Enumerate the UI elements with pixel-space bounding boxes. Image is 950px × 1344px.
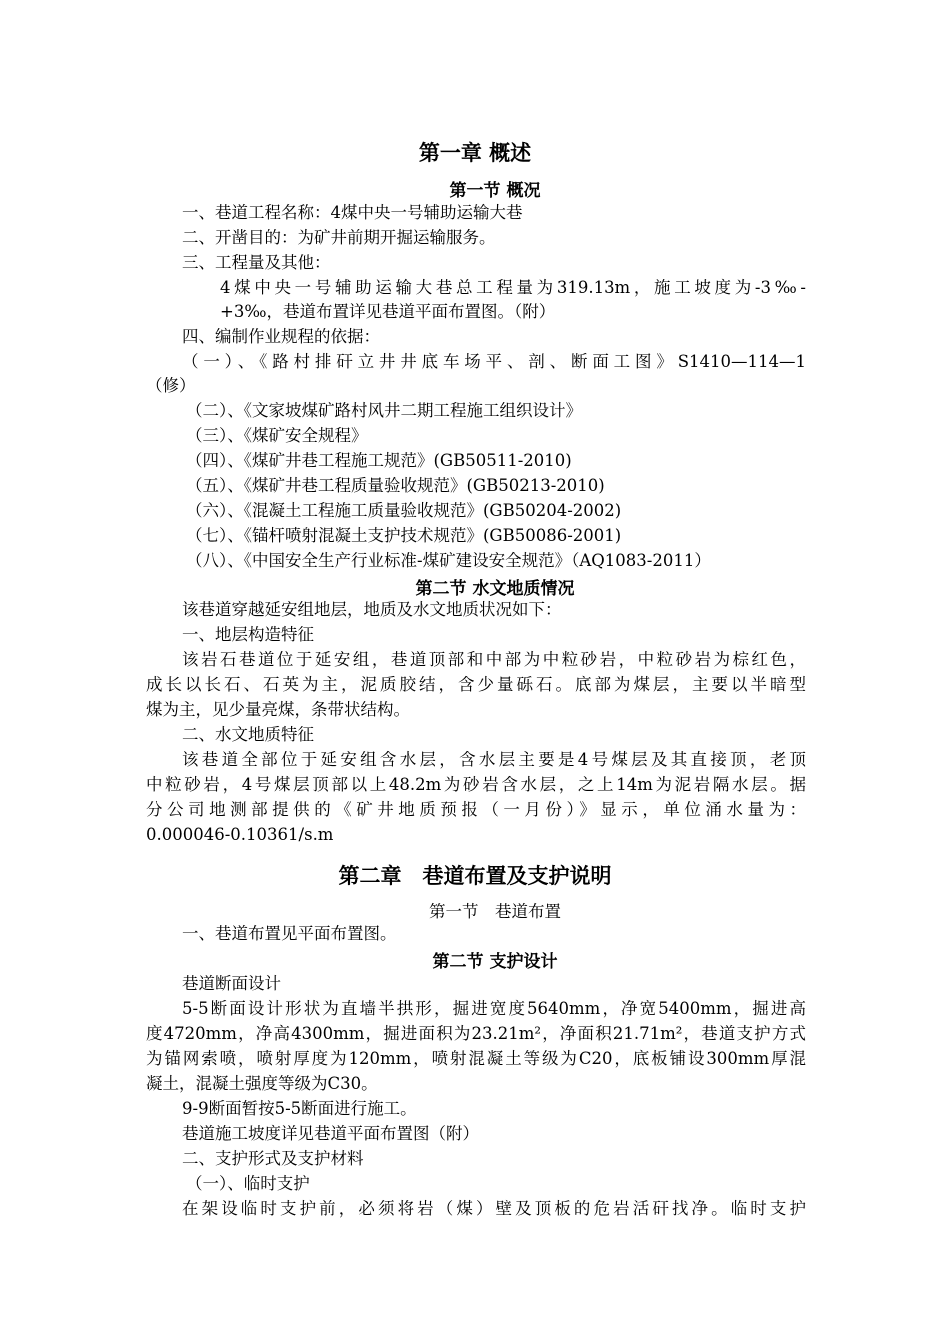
paragraph-line: 该岩石巷道位于延安组，巷道顶部和中部为中粒砂岩，中粒砂岩为棕红色， [182,650,806,669]
paragraph-line: 9-9断面暂按5-5断面进行施工。 [182,1099,417,1118]
section-1-2-title: 第二节 水文地质情况 [415,579,575,599]
paragraph-line: 在架设临时支护前，必须将岩（煤）壁及顶板的危岩活矸找净。临时支护 [182,1199,806,1218]
paragraph-line: 一、巷道布置见平面布置图。 [182,924,397,943]
paragraph-line: （一）、《路村排矸立井井底车场平、剖、断面工图》S1410—114—1 [182,352,806,371]
paragraph-line: 度4720mm，净高4300mm，掘进面积为23.21m²，净面积21.71m²，巷道支护方式 [146,1024,806,1043]
paragraph-line: 0.000046-0.10361/s.m [146,825,334,844]
paragraph-line: 二、支护形式及支护材料 [182,1149,364,1168]
paragraph-line: 该巷道穿越延安组地层，地质及水文地质状况如下： [182,600,562,619]
paragraph-line: 四、编制作业规程的依据： [182,327,380,346]
paragraph-line: 中粒砂岩，4号煤层顶部以上48.2m为砂岩含水层，之上14m为泥岩隔水层。据 [146,775,806,794]
paragraph-line: 二、水文地质特征 [182,725,314,744]
paragraph-line: 该巷道全部位于延安组含水层，含水层主要是4号煤层及其直接顶，老顶 [182,750,806,769]
paragraph-line: 三、工程量及其他： [182,253,331,272]
section-1-1-title: 第一节 概况 [449,181,541,201]
paragraph-line: （一）、临时支护 [186,1174,310,1193]
paragraph-line: 煤为主，见少量亮煤，条带状结构。 [146,700,410,719]
reference-item: （二）、《文家坡煤矿路村风井二期工程施工组织设计》 [186,401,582,420]
section-2-2-title: 第二节 支护设计 [432,952,558,972]
paragraph-line: 成长以长石、石英为主，泥质胶结，含少量砾石。底部为煤层，主要以半暗型 [146,675,806,694]
reference-item: （五）、《煤矿井巷工程质量验收规范》(GB50213-2010) [186,476,605,495]
reference-item: （三）、《煤矿安全规程》 [186,426,368,445]
reference-item: （八）、《中国安全生产行业标准-煤矿建设安全规范》（AQ1083-2011） [186,551,711,570]
paragraph-line: 为锚网索喷，喷射厚度为120mm，喷射混凝土等级为C20，底板铺设300mm厚混 [146,1049,806,1068]
paragraph-line: （修） [146,376,196,395]
paragraph-line: 巷道断面设计 [182,974,281,993]
reference-item: （六）、《混凝土工程施工质量验收规范》(GB50204-2002) [186,501,622,520]
paragraph-line: 4煤中央一号辅助运输大巷总工程量为319.13m，施工坡度为-3‰- [220,278,806,297]
paragraph-line: 一、巷道工程名称：4煤中央一号辅助运输大巷 [182,203,523,222]
paragraph-line: 分公司地测部提供的《矿井地质预报（一月份）》显示，单位涌水量为： [146,800,806,819]
chapter-2-title: 第二章 巷道布置及支护说明 [338,864,612,888]
chapter-1-title: 第一章 概述 [418,141,532,165]
paragraph-line: 二、开凿目的：为矿井前期开掘运输服务。 [182,228,496,247]
paragraph-line: +3‰，巷道布置详见巷道平面布置图。（附） [220,302,556,321]
paragraph-line: 一、地层构造特征 [182,625,314,644]
paragraph-line: 巷道施工坡度详见巷道平面布置图（附） [182,1124,479,1143]
paragraph-line: 5-5断面设计形状为直墙半拱形，掘进宽度5640mm，净宽5400mm，掘进高 [182,999,806,1018]
reference-item: （四）、《煤矿井巷工程施工规范》(GB50511-2010) [186,451,572,470]
section-2-1-title: 第一节 巷道布置 [429,902,561,921]
reference-item: （七）、《锚杆喷射混凝土支护技术规范》(GB50086-2001) [186,526,622,545]
paragraph-line: 凝土，混凝土强度等级为C30。 [146,1074,378,1093]
